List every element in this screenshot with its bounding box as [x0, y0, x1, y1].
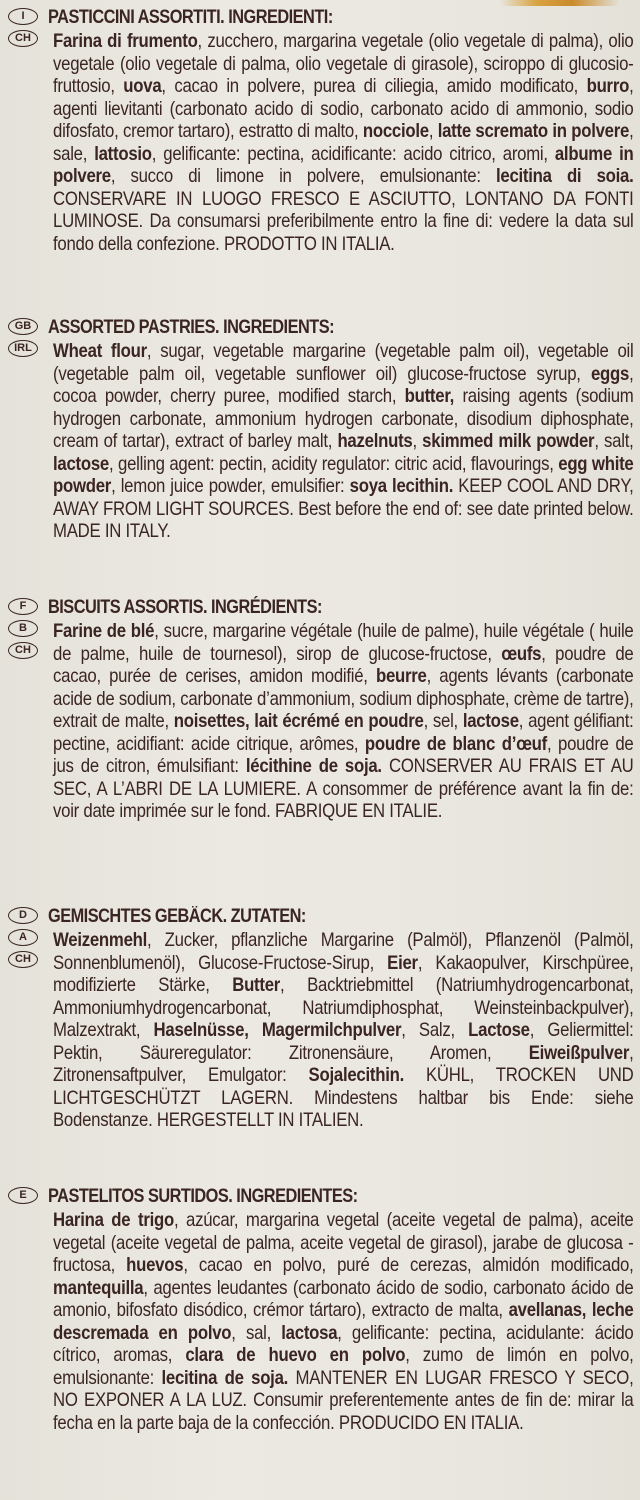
allergen-text: Haselnüsse,	[153, 1019, 249, 1041]
allergen-text: Harina de trigo	[53, 1209, 174, 1231]
allergen-text: lactose	[462, 710, 519, 732]
country-badges	[8, 318, 44, 362]
allergen-text: lecitina di soia.	[495, 165, 634, 187]
section-title: PASTELITOS SURTIDOS. INGREDIENTES:	[48, 1186, 358, 1207]
allergen-text: latte scremato in polvere	[437, 120, 630, 142]
allergen-text: Weizenmehl	[53, 929, 148, 951]
country-badges	[8, 907, 44, 973]
allergen-text: huevos	[126, 1254, 184, 1276]
section-title: GEMISCHTES GEBÄCK. ZUTATEN:	[48, 906, 306, 927]
country-badge-ch: CH	[8, 30, 38, 47]
country-badges	[8, 8, 44, 52]
section-title: ASSORTED PASTRIES. INGREDIENTS:	[48, 317, 335, 338]
ingredients-text: Harina de trigo, azúcar, margarina vegetal (aceite vegetal de palma), aceite vegetal (aceite vegetal de palma, aceite vegetal de girasol), jarabe de glucosa - fructosa, huevos, cacao en polvo, puré de cerezas, almidón modificado, mantequilla, agentes leudantes (carbonato ácido de sodio, carbonato ácido de amonio, bifosfato disódico, crémor tártaro), extracto de malta, avellanas, leche descremada en polvo, sal, lactosa, gelificante: pectina, acidulante: ácido cítrico, aromas, clara de huevo en polvo, zumo de limón en polvo, emulsionante: lecitina de soja. MANTENER EN LUGAR FRESCO Y SECO, NO EXPONER A LA LUZ. Consumir preferentemente antes de fin de: mirar la fecha en la parte baja de la confección. PRODUCIDO EN ITALIA.	[53, 1209, 634, 1434]
allergen-text: Sojalecithin.	[308, 1064, 404, 1086]
country-badge-b: B	[8, 620, 38, 637]
allergen-text: Eiweißpulver	[528, 1041, 630, 1064]
section-title: PASTICCINI ASSORTITI. INGREDIENTI:	[48, 7, 333, 28]
allergen-text: butter,	[404, 385, 455, 407]
allergen-text: albume in polvere	[53, 142, 634, 187]
allergen-text: lécithine de soja.	[245, 755, 382, 777]
country-badge-e: E	[8, 1187, 38, 1204]
allergen-text: Wheat flour	[53, 340, 147, 362]
ingredients-text: Weizenmehl, Zucker, pflanzliche Margarine (Palmöl), Pflanzenöl (Palmöl, Sonnenblumenöl), Glucose-Fructose-Sirup, Eier, Kakaopulver, Kirschpüree, modifizierte Stärke, Butter, Backtriebmittel (Natriumhydrogencarbonat, Ammoniumhydrogencarbonat, Natriumdiphosphat, Weinsteinbackpulver), Malzextrakt, Haselnüsse, Magermilchpulver, Salz, Lactose, Geliermittel: Pektin, Säureregulator: Zitronensäure, Aromen, Eiweißpulver, Zitronensaftpulver, Emulgator: Sojalecithin. KÜHL, TROCKEN UND LICHTGESCHÜTZT LAGERN. Mindestens haltbar bis Ende: siehe Bodenstanze. HERGESTELLT IN ITALIEN.	[53, 929, 634, 1131]
allergen-text: lactosa	[281, 1321, 338, 1344]
allergen-text: Farina di frumento	[53, 30, 198, 52]
country-badge-a: A	[8, 929, 38, 946]
country-badge-d: D	[8, 907, 38, 924]
country-badges	[8, 598, 44, 664]
country-badge-ch: CH	[8, 642, 38, 659]
country-badge-gb: GB	[8, 318, 38, 335]
allergen-text: lecitina de soja.	[161, 1366, 289, 1389]
allergen-text: burro	[586, 75, 630, 97]
pastry-image-edge	[500, 0, 620, 6]
allergen-text: clara de huevo en polvo	[185, 1344, 406, 1366]
ingredients-text: Farine de blé, sucre, margarine végétale (huile de palme), huile végétale ( huile de palme, huile de tournesol), sirop de glucose-fructose, œufs, poudre de cacao, purée de cerises, amidon modifié, beurre, agents lévants (carbonate acide de sodium, carbonate d’ammonium, sodium diphosphate, crème de tartre), extrait de malte, noisettes, lait écrémé en poudre, sel, lactose, agent gélifiant: pectine, acidifiant: acide citrique, arômes, poudre de blanc d’œuf, poudre de jus de citron, émulsifiant: lécithine de soja. CONSERVER AU FRAIS ET AU SEC, A L’ABRI DE LA LUMIERE. A consommer de préférence avant la fin de: voir date imprimée sur le fond. FABRIQUE EN ITALIE.	[53, 620, 634, 822]
allergen-text: avellanas, leche descremada en polvo	[53, 1299, 634, 1344]
allergen-text: egg white powder	[53, 452, 634, 497]
country-badge-f: F	[8, 598, 38, 615]
allergen-text: poudre de blanc d’œuf	[364, 732, 547, 755]
ingredients-text: Wheat flour, sugar, vegetable margarine (vegetable palm oil), vegetable oil (vegetable palm oil, vegetable sunflower oil) glucose-fructose syrup, eggs, cocoa powder, cherry puree, modified starch, butter, raising agents (sodium hydrogen carbonate, ammonium hydrogen carbonate, disodium diphosphate, cream of tartar), extract of barley malt, hazelnuts, skimmed milk powder, salt, lactose, gelling agent: pectin, acidity regulator: citric acid, flavourings, egg white powder, lemon juice powder, emulsifier: soya lecithin. KEEP COOL AND DRY, AWAY FROM LIGHT SOURCES. Best before the end of: see date printed below. MADE IN ITALY.	[53, 340, 634, 542]
allergen-text: Farine de blé	[53, 620, 155, 642]
allergen-text: skimmed milk powder	[422, 430, 595, 452]
allergen-text: nocciole	[362, 120, 429, 142]
allergen-text: noisettes, lait écrémé en poudre	[173, 710, 424, 732]
ingredients-text: Farina di frumento, zucchero, margarina vegetale (olio vegetale di palma), olio vegetale (olio vegetale di palma, olio vegetale di girasole), sciroppo di glucosio-fruttosio, uova, cacao in polvere, purea di ciliegia, amido modificato, burro, agenti lievitanti (carbonato acido di sodio, carbonato acido di ammonio, sodio difosfato, cremor tartaro), estratto di malto, nocciole, latte scremato in polvere, sale, lattosio, gelificante: pectina, acidificante: acido citrico, aromi, albume in polvere, succo di limone in polvere, emulsionante: lecitina di soia. CONSERVARE IN LUOGO FRESCO E ASCIUTTO, LONTANO DA FONTI LUMINOSE. Da consumarsi preferibilmente entro la fine di: vedere la data sul fondo della confezione. PRODOTTO IN ITALIA.	[53, 30, 634, 255]
allergen-text: Butter	[232, 974, 281, 996]
country-badge-i: I	[8, 8, 38, 25]
allergen-text: hazelnuts	[337, 430, 413, 452]
allergen-text: mantequilla	[53, 1276, 144, 1299]
section-title: BISCUITS ASSORTIS. INGRÉDIENTS:	[48, 597, 322, 618]
allergen-text: Lactose	[468, 1019, 530, 1041]
allergen-text: lattosio	[94, 142, 152, 165]
allergen-text: beurre	[375, 665, 427, 687]
allergen-text: eggs	[590, 362, 630, 385]
country-badge-irl: IRL	[8, 340, 38, 357]
allergen-text: soya lecithin.	[349, 475, 454, 497]
allergen-text: Magermilchpulver	[261, 1019, 402, 1041]
country-badge-ch: CH	[8, 951, 38, 968]
allergen-text: uova	[123, 75, 162, 97]
allergen-text: Eier	[387, 951, 418, 974]
allergen-text: lactose	[53, 452, 109, 475]
allergen-text: œufs	[501, 642, 542, 665]
country-badges	[8, 1187, 44, 1209]
